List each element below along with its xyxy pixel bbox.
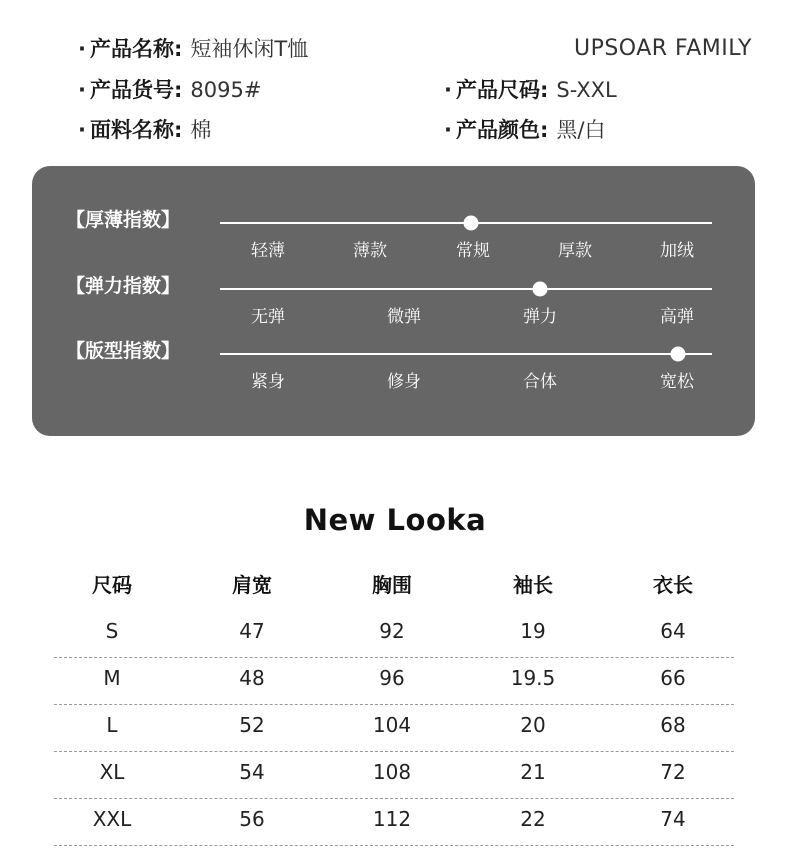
index-tick-label: 宽松 — [660, 372, 694, 392]
table-cell: 104 — [372, 713, 412, 737]
table-cell: 54 — [239, 760, 265, 784]
table-cell: 47 — [239, 619, 265, 643]
index-tick-label: 厚款 — [558, 241, 592, 261]
fabric-value: 棉 — [190, 118, 212, 142]
info-product-code — [78, 74, 261, 106]
table-row — [54, 611, 734, 658]
product-name-value: 短袖休闲T恤 — [190, 37, 309, 61]
index-tick-label: 弹力 — [523, 307, 557, 327]
table-header-cell: 尺码 — [92, 573, 132, 597]
index-label: 【厚薄指数】 — [66, 209, 181, 231]
table-cell: XL — [99, 760, 125, 784]
index-scale-line — [220, 288, 712, 290]
table-cell: 22 — [520, 807, 546, 831]
bullet: · — [78, 37, 86, 61]
table-header-cell: 袖长 — [513, 573, 553, 597]
table-cell: 74 — [660, 807, 686, 831]
product-info — [0, 0, 790, 160]
table-cell: 96 — [379, 666, 405, 690]
index-tick-label: 修身 — [387, 372, 421, 392]
index-tick-label: 无弹 — [251, 307, 285, 327]
product-code-key: 产品货号: — [89, 78, 183, 102]
table-header-cell: 肩宽 — [232, 573, 272, 597]
index-tick-label: 薄款 — [353, 241, 387, 261]
index-marker — [532, 282, 547, 297]
table-cell: M — [103, 666, 121, 690]
index-tick-label: 紧身 — [251, 372, 285, 392]
bullet: · — [444, 78, 452, 102]
size-table-title: New Looka — [303, 503, 487, 537]
brand-name: UPSOAR FAMILY — [573, 36, 752, 61]
table-cell: 20 — [520, 713, 546, 737]
index-marker — [463, 216, 478, 231]
table-header-row — [54, 565, 734, 611]
fabric-key: 面料名称: — [89, 118, 183, 142]
table-cell: 19 — [520, 619, 546, 643]
table-cell: L — [106, 713, 118, 737]
table-cell: XXL — [92, 807, 132, 831]
bullet: · — [444, 118, 452, 142]
table-cell: 108 — [372, 760, 412, 784]
index-label: 【版型指数】 — [66, 340, 181, 362]
table-cell: 72 — [660, 760, 686, 784]
index-marker — [670, 347, 685, 362]
table-cell: S — [105, 619, 119, 643]
table-cell: 48 — [239, 666, 265, 690]
index-tick-label: 合体 — [523, 372, 557, 392]
index-label: 【弹力指数】 — [66, 275, 181, 297]
table-row — [54, 799, 734, 846]
index-tick-label: 高弹 — [660, 307, 694, 327]
index-tick-label: 轻薄 — [251, 241, 285, 261]
table-cell: 56 — [239, 807, 265, 831]
table-cell: 66 — [660, 666, 686, 690]
product-code-value: 8095# — [190, 78, 262, 102]
index-tick-label: 微弹 — [387, 307, 421, 327]
color-key: 产品颜色: — [455, 118, 549, 142]
product-size-value: S-XXL — [556, 78, 617, 102]
table-header-cell: 胸围 — [372, 573, 412, 597]
table-cell: 21 — [520, 760, 546, 784]
table-row — [54, 658, 734, 705]
info-product-size — [444, 74, 617, 106]
index-scale-line — [220, 222, 712, 224]
product-size-key: 产品尺码: — [455, 78, 549, 102]
table-header-cell: 衣长 — [653, 573, 693, 597]
table-row — [54, 705, 734, 752]
bullet: · — [78, 118, 86, 142]
bullet: · — [78, 78, 86, 102]
index-tick-label: 常规 — [456, 241, 490, 261]
table-row — [54, 752, 734, 799]
info-color — [444, 114, 605, 146]
info-product-name — [78, 33, 308, 65]
info-fabric — [78, 114, 211, 146]
table-cell: 112 — [372, 807, 412, 831]
index-scale-line — [220, 353, 712, 355]
table-cell: 52 — [239, 713, 265, 737]
product-name-key: 产品名称: — [89, 37, 183, 61]
index-panel — [32, 166, 755, 436]
color-value: 黑/白 — [556, 118, 606, 142]
size-table — [54, 565, 734, 846]
table-cell: 92 — [379, 619, 405, 643]
index-tick-label: 加绒 — [660, 241, 694, 261]
table-cell: 64 — [660, 619, 686, 643]
table-cell: 19.5 — [510, 666, 556, 690]
table-cell: 68 — [660, 713, 686, 737]
